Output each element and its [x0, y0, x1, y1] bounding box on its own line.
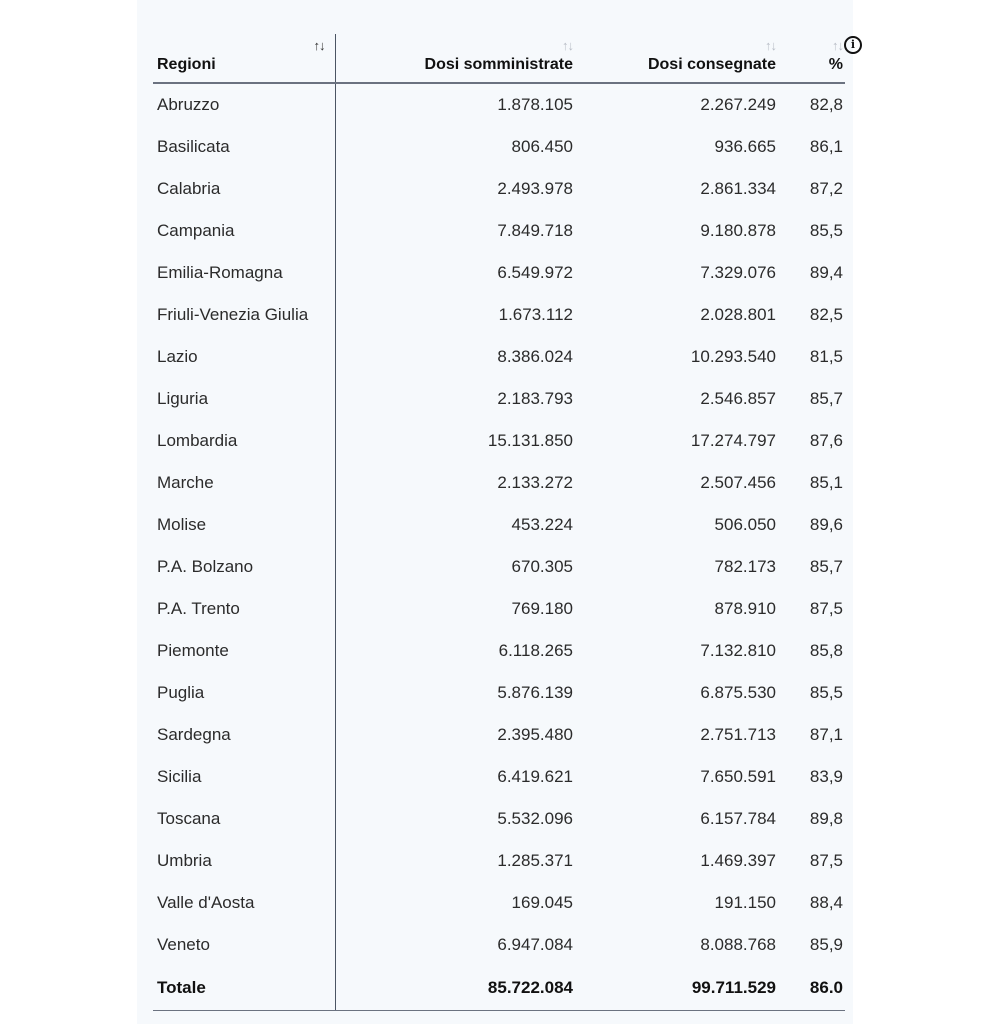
- delivered-cell: 2.028.801: [700, 305, 776, 324]
- region-cell: Umbria: [153, 840, 335, 882]
- region-cell: Campania: [153, 210, 335, 252]
- table-row: [153, 83, 845, 126]
- table-row: [153, 168, 845, 210]
- column-header-dosi-somministrate[interactable]: [335, 34, 575, 83]
- administered-cell: 453.224: [511, 515, 573, 534]
- region-cell: Emilia-Romagna: [153, 252, 335, 294]
- administered-cell: 1.878.105: [497, 95, 573, 114]
- administered-cell: 2.395.480: [497, 725, 573, 744]
- sort-arrows-icon[interactable]: ↑↓: [832, 38, 843, 53]
- region-cell: Calabria: [153, 168, 335, 210]
- table-row: [153, 546, 845, 588]
- administered-cell: 1.673.112: [498, 305, 573, 324]
- delivered-cell: 7.650.591: [700, 767, 776, 786]
- vaccine-table-panel: [137, 0, 853, 1024]
- column-header-label: %: [828, 56, 843, 73]
- region-cell: Veneto: [153, 924, 335, 966]
- region-cell: Abruzzo: [153, 83, 335, 126]
- delivered-cell: 2.546.857: [700, 389, 776, 408]
- delivered-cell: 8.088.768: [700, 935, 776, 954]
- administered-cell: 15.131.850: [487, 431, 573, 450]
- delivered-cell: 10.293.540: [690, 347, 776, 366]
- table-row: [153, 882, 845, 924]
- region-cell: Sicilia: [153, 756, 335, 798]
- region-cell: Puglia: [153, 672, 335, 714]
- percent-cell: 86.0: [778, 966, 845, 1011]
- table-row: [153, 714, 845, 756]
- delivered-cell: 936.665: [714, 137, 776, 156]
- percent-cell: 87,5: [809, 851, 843, 870]
- percent-cell: 85,7: [809, 557, 843, 576]
- delivered-cell: 191.150: [714, 893, 776, 912]
- table-row: [153, 210, 845, 252]
- region-cell: Valle d'Aosta: [153, 882, 335, 924]
- table-row: [153, 672, 845, 714]
- region-cell: Lombardia: [153, 420, 335, 462]
- delivered-cell: 9.180.878: [700, 221, 776, 240]
- table-row: [153, 588, 845, 630]
- percent-cell: 85,5: [809, 221, 843, 240]
- percent-cell: 85,9: [809, 935, 843, 954]
- regions-doses-table: [153, 34, 845, 1011]
- percent-cell: 82,8: [809, 95, 843, 114]
- table-row: [153, 378, 845, 420]
- table-row: [153, 462, 845, 504]
- sort-arrows-icon[interactable]: ↑↓: [562, 38, 573, 53]
- percent-cell: 87,5: [809, 599, 843, 618]
- percent-cell: 87,2: [809, 179, 843, 198]
- table-row: [153, 294, 845, 336]
- delivered-cell: 6.875.530: [700, 683, 776, 702]
- administered-cell: 769.180: [511, 599, 573, 618]
- region-cell: Basilicata: [153, 126, 335, 168]
- table-row: [153, 336, 845, 378]
- administered-cell: 1.285.371: [497, 851, 573, 870]
- percent-cell: 85,7: [809, 389, 843, 408]
- column-header-label: Dosi consegnate: [647, 56, 776, 73]
- table-row: [153, 252, 845, 294]
- region-cell: Friuli-Venezia Giulia: [153, 294, 335, 336]
- percent-cell: 89,4: [809, 263, 843, 282]
- table-row: [153, 756, 845, 798]
- table-row: [153, 126, 845, 168]
- table-row: [153, 420, 845, 462]
- administered-cell: 7.849.718: [497, 221, 573, 240]
- table-header-row: [153, 34, 845, 83]
- sort-arrows-icon[interactable]: ↑↓: [313, 38, 325, 53]
- percent-cell: 87,6: [809, 431, 843, 450]
- administered-cell: 6.419.621: [497, 767, 573, 786]
- percent-cell: 85,8: [809, 641, 843, 660]
- sort-arrows-icon[interactable]: ↑↓: [765, 38, 776, 53]
- percent-cell: 86,1: [809, 137, 843, 156]
- table-row: [153, 840, 845, 882]
- info-icon[interactable]: i: [844, 36, 862, 54]
- administered-cell: 2.493.978: [497, 179, 573, 198]
- region-cell: Lazio: [153, 336, 335, 378]
- administered-cell: 5.876.139: [497, 683, 573, 702]
- table-total-row: [153, 966, 845, 1011]
- delivered-cell: 7.132.810: [700, 641, 776, 660]
- column-header-label: Dosi somministrate: [424, 56, 573, 73]
- delivered-cell: 506.050: [714, 515, 776, 534]
- percent-cell: 89,6: [809, 515, 843, 534]
- column-header-percent[interactable]: [778, 34, 845, 83]
- administered-cell: 8.386.024: [497, 347, 573, 366]
- administered-cell: 806.450: [511, 137, 573, 156]
- delivered-cell: 782.173: [714, 557, 776, 576]
- region-cell: Piemonte: [153, 630, 335, 672]
- administered-cell: 5.532.096: [497, 809, 573, 828]
- column-header-dosi-consegnate[interactable]: [575, 34, 778, 83]
- administered-cell: 2.133.272: [497, 473, 573, 492]
- delivered-cell: 7.329.076: [700, 263, 776, 282]
- administered-cell: 85.722.084: [335, 966, 575, 1011]
- region-cell: Liguria: [153, 378, 335, 420]
- percent-cell: 87,1: [809, 725, 843, 744]
- region-cell: Molise: [153, 504, 335, 546]
- percent-cell: 82,5: [809, 305, 843, 324]
- delivered-cell: 878.910: [714, 599, 776, 618]
- administered-cell: 169.045: [511, 893, 573, 912]
- region-cell: P.A. Bolzano: [153, 546, 335, 588]
- administered-cell: 670.305: [511, 557, 573, 576]
- delivered-cell: 99.711.529: [575, 966, 778, 1011]
- percent-cell: 89,8: [809, 809, 843, 828]
- region-cell: Sardegna: [153, 714, 335, 756]
- region-cell: Marche: [153, 462, 335, 504]
- percent-cell: 88,4: [809, 893, 843, 912]
- table-row: [153, 630, 845, 672]
- delivered-cell: 6.157.784: [700, 809, 776, 828]
- percent-cell: 85,1: [809, 473, 843, 492]
- delivered-cell: 17.274.797: [690, 431, 776, 450]
- table-row: [153, 798, 845, 840]
- column-header-regioni[interactable]: [153, 34, 335, 83]
- table-row: [153, 924, 845, 966]
- delivered-cell: 2.751.713: [700, 725, 776, 744]
- delivered-cell: 2.861.334: [700, 179, 776, 198]
- percent-cell: 85,5: [809, 683, 843, 702]
- delivered-cell: 2.507.456: [700, 473, 776, 492]
- administered-cell: 6.947.084: [497, 935, 573, 954]
- administered-cell: 2.183.793: [497, 389, 573, 408]
- percent-cell: 83,9: [809, 767, 843, 786]
- percent-cell: 81,5: [809, 347, 843, 366]
- region-cell: Toscana: [153, 798, 335, 840]
- column-header-label: Regioni: [157, 56, 216, 73]
- delivered-cell: 1.469.397: [700, 851, 776, 870]
- region-cell: P.A. Trento: [153, 588, 335, 630]
- delivered-cell: 2.267.249: [700, 95, 776, 114]
- table-row: [153, 504, 845, 546]
- region-cell: Totale: [153, 966, 335, 1011]
- administered-cell: 6.549.972: [497, 263, 573, 282]
- administered-cell: 6.118.265: [498, 641, 573, 660]
